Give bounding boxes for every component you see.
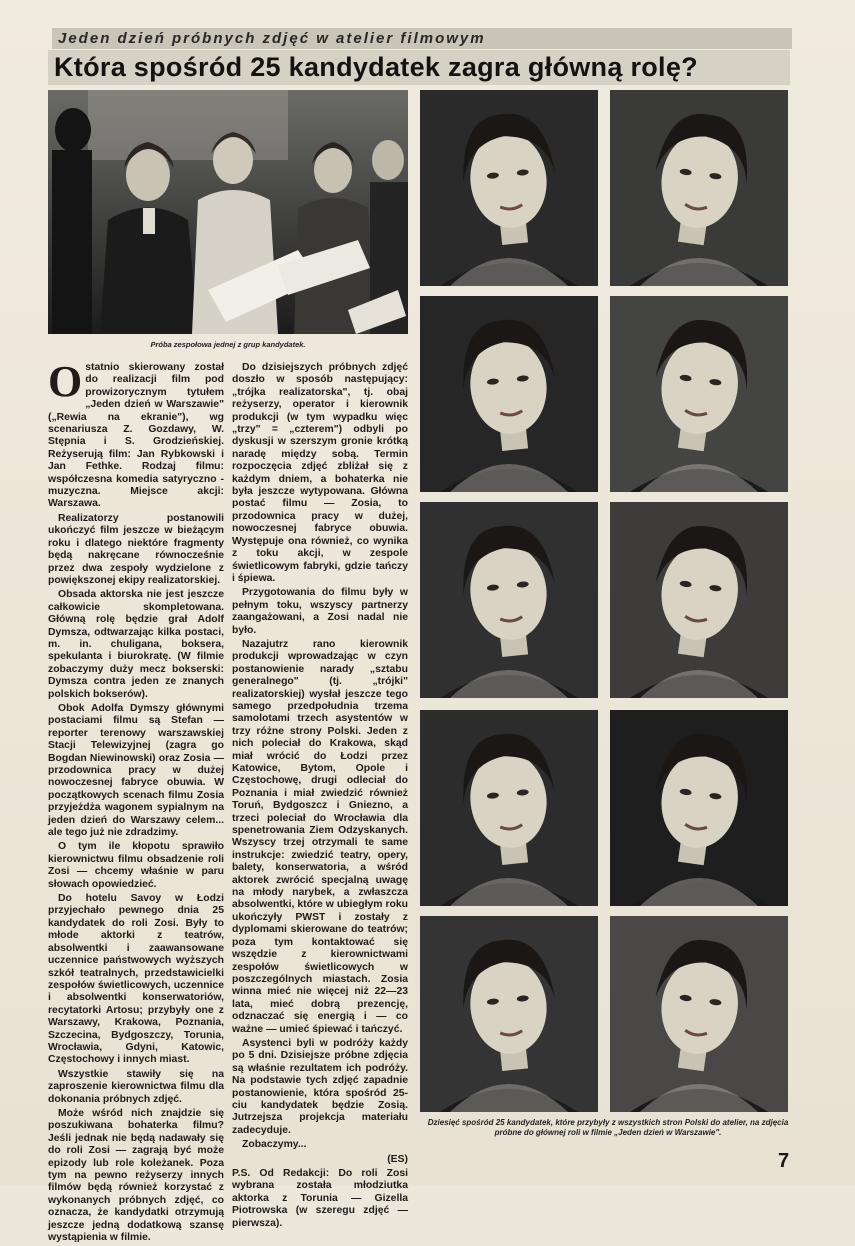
paragraph: Do dzisiejszych próbnych zdjęć doszło w sposób następujący: „trójka realizatorska", tj. obaj reżyserzy, operator i kierownik produkcji (w tym wypadku więc „trzy" = „czterem") odbyli po dyskusji w szerszym gronie krótką naradę między sobą. Termin rozpoczęcia zdjęć zbliżał się z każdym dniem, a bohaterka nie była jeszcze wytypowana. Główna postać filmu — Zosia, to przodownica pracy w dużej, nowoczesnej fabryce obuwia. Występuje ona również, co wynika z toku akcji, w zespole świetlicowym fabryki, gdzie tańczy i śpiewa. xyxy=(232,362,408,584)
candidate-portrait xyxy=(420,502,598,698)
candidate-portrait xyxy=(420,710,598,906)
portraits-caption: Dziesięć spośród 25 kandydatek, które przybyły z wszystkich stron Polski do atelier, na zdjęcia próbne do głównej roli w filmie „Jeden dzień w Warszawie". xyxy=(427,1118,789,1137)
candidate-portrait xyxy=(420,916,598,1112)
paragraph: Wszystkie stawiły się na zaproszenie kierownictwa filmu dla dokonania próbnych zdjęć. xyxy=(48,1068,224,1105)
paragraph: Zobaczymy... xyxy=(242,1139,307,1151)
paragraph: Ostatnio skierowany został do realizacji film pod prowizorycznym tytułem „Jeden dzień w Warszawie" („Rewia na ekranie"), wg scenariusza Z. Gozdawy, W. Stępnia i S. Grodzieńskiej. Reżyserują film: Jan Rybkowski i Jan Fethke. Rodzaj filmu: współczesna komedia satyryczno - muzyczna. Miejsce akcji: Warszawa. xyxy=(48,357,224,510)
paragraph: Do hotelu Savoy w Łodzi przyjechało pewnego dnia 25 kandydatek do roli Zosi. Były to młode aktorki z teatrów, absolwentki i zaawansowane uczennice państwowych wyższych szkół teatralnych, przedstawicielki zespołów świetlicowych, uczennice i absolwentki konserwatoriów, recytatorki Artosu; przybyły one z Warszawy, Krakowa, Poznania, Szczecina, Bydgoszczy, Torunia, Wrocławia, Gdyni, Katowic, Częstochowy i innych miast. xyxy=(48,893,224,1066)
candidate-portrait xyxy=(610,296,788,492)
paragraph: Obok Adolfa Dymszy głównymi postaciami filmu są Stefan — reporter terenowy warszawskiej Stacji Telewizyjnej (zagra go Bogdan Niewinowski) oraz Zosia — przodownica pracy w dużej nowoczesnej fabryce obuwia. W początkowych scenach filmu Zosia przyjeżdża wagonem sypialnym na jeden dzień do Warszawy celem... ale tego już nie zdradzimy. xyxy=(48,702,224,839)
editors-note-label: P.S. Od Redakcji: xyxy=(232,1168,330,1179)
candidate-portrait xyxy=(420,90,598,286)
page-number: 7 xyxy=(778,1150,790,1172)
kicker: Jeden dzień próbnych zdjęć w atelier filmowym xyxy=(52,28,792,49)
paragraph: O tym ile kłopotu sprawiło kierownictwu filmu obsadzenie roli Zosi — chcemy właśnie w paru słowach opowiedzieć. xyxy=(48,841,224,890)
article-column-2 xyxy=(232,362,408,1232)
headline: Która spośród 25 kandydatek zagra główną rolę? xyxy=(48,50,790,85)
candidate-portrait xyxy=(610,710,788,906)
paragraph: Realizatorzy postanowili ukończyć film jeszcze w bieżącym roku i dlatego niektóre fragmenty będą nakręcane równocześnie przez dwa zespoły wydzielone z powiększonej ekipy realizatorskiej. xyxy=(48,512,224,586)
paragraph: Nazajutrz rano kierownik produkcji wprowadzając w czyn postanowienie narady „sztabu generalnego" (tj. „trójki" realizatorskiej) wysłał jeszcze tego samego przedpołudnia trzema samolotami trzech asystentów w trzy różne strony Polski. Jeden z nich poleciał do Krakowa, skąd miał wrócić do Łodzi przez Katowice, Bytom, Opole i Częstochowę, drugi odleciał do Poznania i miał zwiedzić również Toruń, Bydgoszcz i Gniezno, a trzeci poleciał do Wrocławia dla spenetrowania Ziem Odzyskanych. Wszyscy trzej otrzymali te same instrukcje: zwiedzić teatry, opery, balety, konserwatoria, a wśród aktorek zwrócić specjalną uwagę na młody narybek, a zwłaszcza absolwentki, które w ubiegłym roku ukończyły PWST i zostały z dyplomami skierowane do teatrów; poza tym kontaktować się wszędzie z kierownictwami zespołów świetlicowych w poszczególnych miastach. Zosia winna mieć nie więcej niż 22—23 lata, mieć dobrą prezencję, odznaczać się energią i — co ważne — umieć śpiewać i tańczyć. xyxy=(232,638,408,1035)
author-signature: (ES) xyxy=(387,1153,408,1165)
editors-note xyxy=(232,1168,408,1230)
group-photo xyxy=(48,90,408,334)
candidate-portrait xyxy=(610,916,788,1112)
paragraph: Obsada aktorska nie jest jeszcze całkowicie skompletowana. Główną rolę będzie grał Adolf Dymsza, odtwarzając kilka postaci, m. in. chuligana, boksera, spekulanta i biurokratę. (W filmie zobaczymy duży mecz bokserski: Dymsza contra jeden ze znanych polskich bokserów). xyxy=(48,589,224,700)
candidate-portrait xyxy=(610,502,788,698)
dropcap: O xyxy=(48,357,83,406)
paragraph: Asystenci byli w podróży każdy po 5 dni. Dzisiejsze próbne zdjęcia są właśnie rezultatem ich podróży. Na podstawie tych zdjęć zapadnie postanowienie, która spośród 25-ciu kandydatek będzie Zosią. Jutrzejsza projekcja materiału zadecyduje. xyxy=(232,1037,408,1136)
candidate-portrait xyxy=(420,296,598,492)
paragraph: Przygotowania do filmu były w pełnym toku, wszyscy partnerzy zaangażowani, a Zosi nadal nie było. xyxy=(232,587,408,636)
editors-note-text: Do roli Zosi wybrana została młodziutka aktorka z Torunia — Gizella Piotrowska (w szeregu zdjęć — pierwsza). xyxy=(232,1168,408,1229)
group-photo-caption: Próba zespołowa jednej z grup kandydatek. xyxy=(150,340,306,349)
article-column-1 xyxy=(48,357,224,1246)
candidate-portrait xyxy=(610,90,788,286)
paragraph: Może wśród nich znajdzie się poszukiwana bohaterka filmu? Jeśli jednak nie będą nadawały się do roli Zosi — zagrają być może epizody lub role koleżanek. Poza tym na pewno reżyserzy innych filmów będą również korzystać z wykonanych próbnych zdjęć, co oznacza, że kandydatki otrzymują jeszcze jedną dodatkową szansę wystąpienia w filmie. xyxy=(48,1107,224,1244)
